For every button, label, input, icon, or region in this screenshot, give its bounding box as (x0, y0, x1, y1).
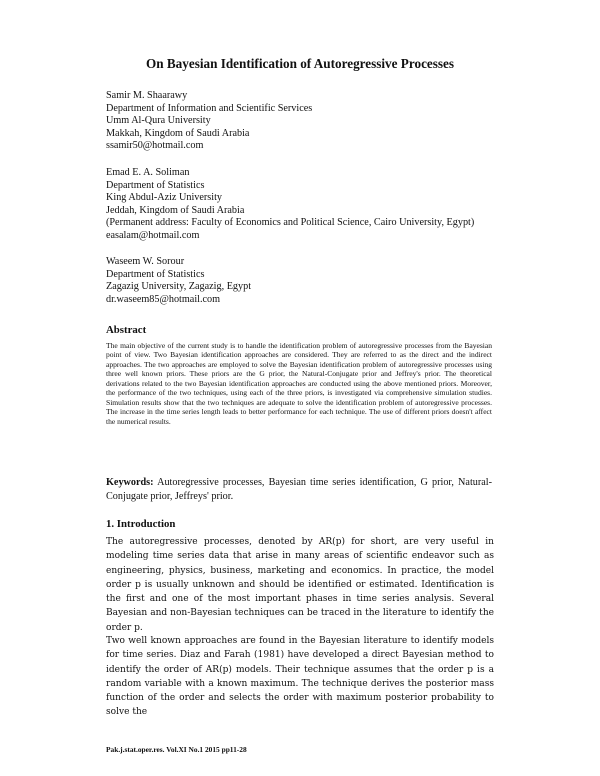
author-name: Samir M. Shaarawy (106, 90, 188, 101)
journal-footer: Pak.j.stat.oper.res. Vol.XI No.1 2015 pp11-28 (106, 745, 247, 754)
author-email: dr.waseem85@hotmail.com (106, 293, 221, 305)
author-affiliation: Makkah, Kingdom of Saudi Arabia (106, 127, 250, 139)
author-affiliation: Department of Information and Scientific Services (106, 102, 313, 114)
keywords-label: Keywords: (106, 477, 154, 488)
author-affiliation: (Permanent address: Faculty of Economics and Political Science, Cairo University, Egypt) (106, 217, 475, 229)
author-affiliation: Department of Statistics (106, 268, 205, 280)
author-email: easalam@hotmail.com (106, 229, 200, 241)
author-affiliation: Zagazig University, Zagazig, Egypt (106, 281, 252, 293)
author-email: ssamir50@hotmail.com (106, 140, 204, 152)
author-affiliation: King Abdul-Aziz University (106, 192, 223, 204)
author-name: Waseem W. Sorour (106, 256, 185, 267)
author-block-2 (106, 167, 474, 243)
author-name: Emad E. A. Soliman (106, 167, 190, 178)
author-affiliation: Department of Statistics (106, 179, 205, 191)
intro-paragraph-2: Two well known approaches are found in the Bayesian literature to identify models for time series. Diaz and Farah (1981) have developed a direct Bayesian method to identify the order of AR(p) models. Their technique assumes that the order p is a random variable with a known maximum. The technique derives the posterior mass function of the order and selects the order with maximum posterior probability to solve the (106, 636, 494, 718)
author-block-3 (106, 256, 251, 306)
author-affiliation: Umm Al-Qura University (106, 115, 211, 127)
section-heading-introduction: 1. Introduction (106, 518, 176, 530)
keywords-text: Autoregressive processes, Bayesian time series identification, G prior, Natural-Conjugate prior, Jeffreys' prior. (106, 477, 493, 503)
abstract-text: The main objective of the current study is to handle the identification problem of autoregressive processes from the Bayesian point of view. Two Bayesian identification approaches are considered. They are referred to as the direct and the indirect approaches. The two approaches are employed to solve the Bayesian identification problem of autoregressive processes using three well known priors. These priors are the G prior, the Natural-Conjugate prior and Jeffrey's prior. The theoretical derivations related to the two Bayesian identification approaches are conducted using the above mentioned priors. Moreover, the performance of the two techniques, using each of the three priors, is investigated via comprehensive simulation studies. Simulation results show that the two techniques are adequate to solve the identification problem of autoregressive processes. The increase in the time series length leads to better performance for each technique. The use of different priors doesn't affect the numerical results. (106, 341, 492, 426)
paper-title: On Bayesian Identification of Autoregressive Processes (145, 56, 455, 71)
keywords (106, 476, 492, 504)
abstract-heading: Abstract (106, 324, 147, 336)
intro-paragraph-1: The autoregressive processes, denoted by AR(p) for short, are very useful in modeling time series data that arise in many areas of scientific endeavor such as engineering, physics, business, marketing and economics. In practice, the model order p is usually unknown and should be identified or estimated. Identification is the first and one of the most important phases in time series analysis. Several Bayesian and non-Bayesian techniques can be traced in the literature to identify the order p. (106, 537, 494, 633)
author-block-1 (106, 90, 312, 153)
author-affiliation: Jeddah, Kingdom of Saudi Arabia (106, 204, 245, 216)
